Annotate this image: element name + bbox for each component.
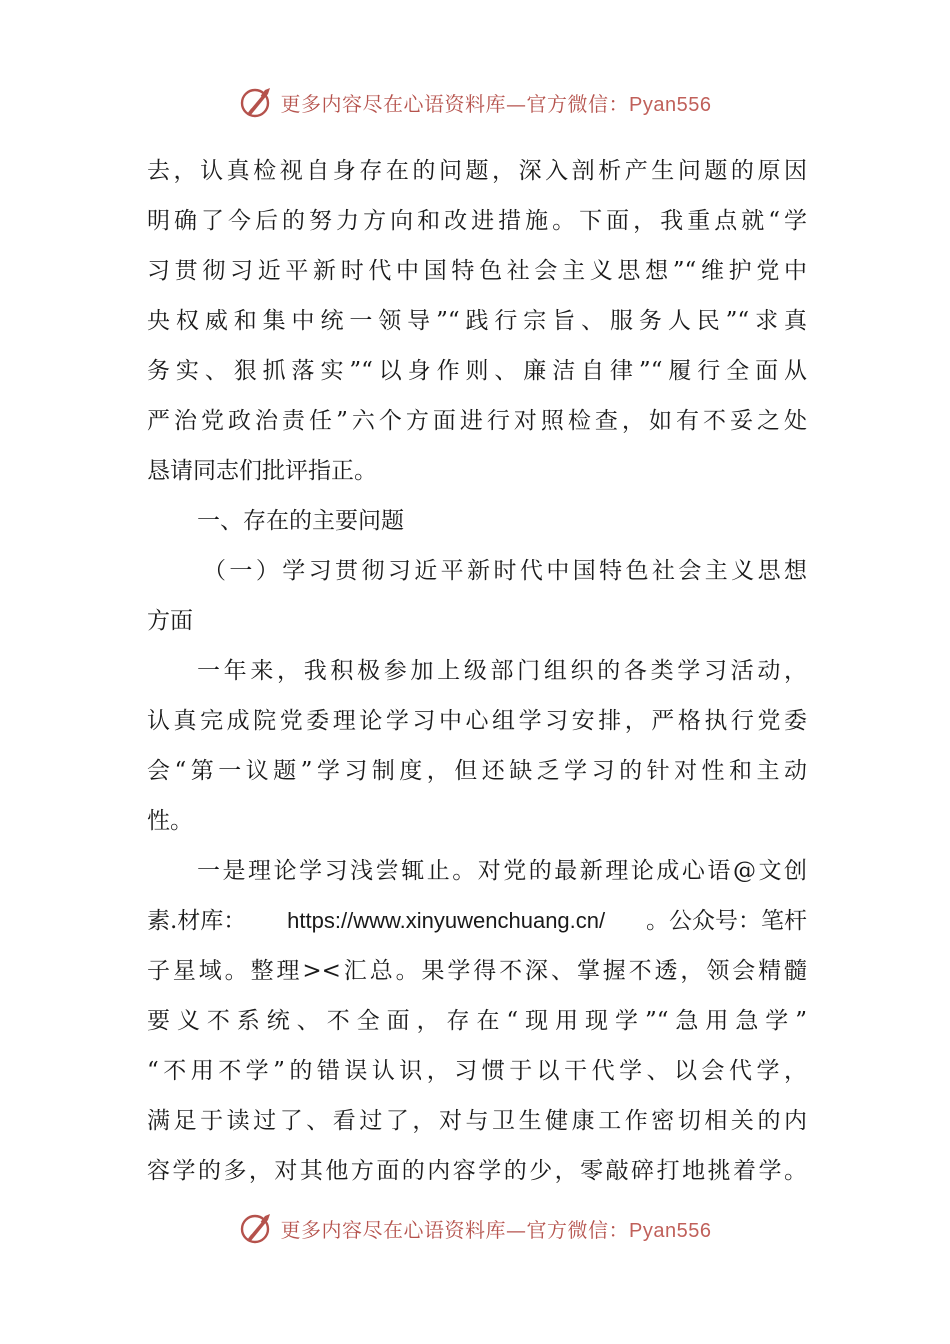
paragraph-line: 明确了今后的努力方向和改进措施。下面，我重点就“学 <box>147 208 807 234</box>
url-prefix: 素.材库： <box>147 908 247 934</box>
paragraph-line: 去，认真检视自身存在的问题，深入剖析产生问题的原因 <box>147 158 807 184</box>
paragraph-line: “不用不学”的错误认识，习惯于以干代学、以会代学， <box>147 1058 807 1084</box>
paragraph-line: 性。 <box>147 808 193 834</box>
paragraph-line: 满足于读过了、看过了，对与卫生健康工作密切相关的内 <box>147 1108 807 1134</box>
paragraph-line: 一年来，我积极参加上级部门组织的各类学习活动， <box>197 658 807 684</box>
paragraph-line: 认真完成院党委理论学习中心组学习安排，严格执行党委 <box>147 708 807 734</box>
paragraph-line: 会“第一议题”学习制度，但还缺乏学习的针对性和主动 <box>147 758 807 784</box>
paragraph-line: 习贯彻习近平新时代中国特色社会主义思想”“维护党中 <box>147 258 807 284</box>
paragraph-line: 要义不系统、不全面，存在“现用现学”“急用急学” <box>147 1008 807 1034</box>
paragraph-line: 务实、狠抓落实”“以身作则、廉洁自律”“履行全面从 <box>147 358 807 384</box>
banner-text: 更多内容尽在心语资料库—官方微信：Pyan556 <box>280 91 712 116</box>
paragraph-line: 央权威和集中统一领导”“践行宗旨、服务人民”“求真 <box>147 308 807 334</box>
footer-banner <box>0 1208 950 1248</box>
paragraph-line: 恳请同志们批评指正。 <box>147 458 377 484</box>
paragraph-line: 严治党政治责任”六个方面进行对照检查，如有不妥之处 <box>147 408 807 434</box>
paragraph-line: 一是理论学习浅尝辄止。对党的最新理论成心语@文创 <box>197 858 807 884</box>
website-link[interactable]: https://www.xinyuwenchuang.cn/ <box>287 908 606 933</box>
paragraph-line: 子星域。整理><汇总。果学得不深、掌握不透，领会精髓 <box>147 958 807 984</box>
quill-logo-icon <box>239 1210 275 1246</box>
subsection-heading-cont: 方面 <box>147 608 193 634</box>
section-heading: 一、存在的主要问题 <box>197 508 404 534</box>
header-banner <box>0 82 950 122</box>
document-body <box>147 146 807 1196</box>
subsection-heading: （一）学习贯彻习近平新时代中国特色社会主义思想 <box>203 558 807 584</box>
url-suffix: 。公众号：笔杆 <box>645 908 807 934</box>
quill-logo-icon <box>239 84 275 120</box>
paragraph-line: 容学的多，对其他方面的内容学的少，零敲碎打地挑着学。 <box>147 1158 807 1184</box>
paragraph-line-url <box>147 896 807 946</box>
banner-text: 更多内容尽在心语资料库—官方微信：Pyan556 <box>280 1217 712 1242</box>
